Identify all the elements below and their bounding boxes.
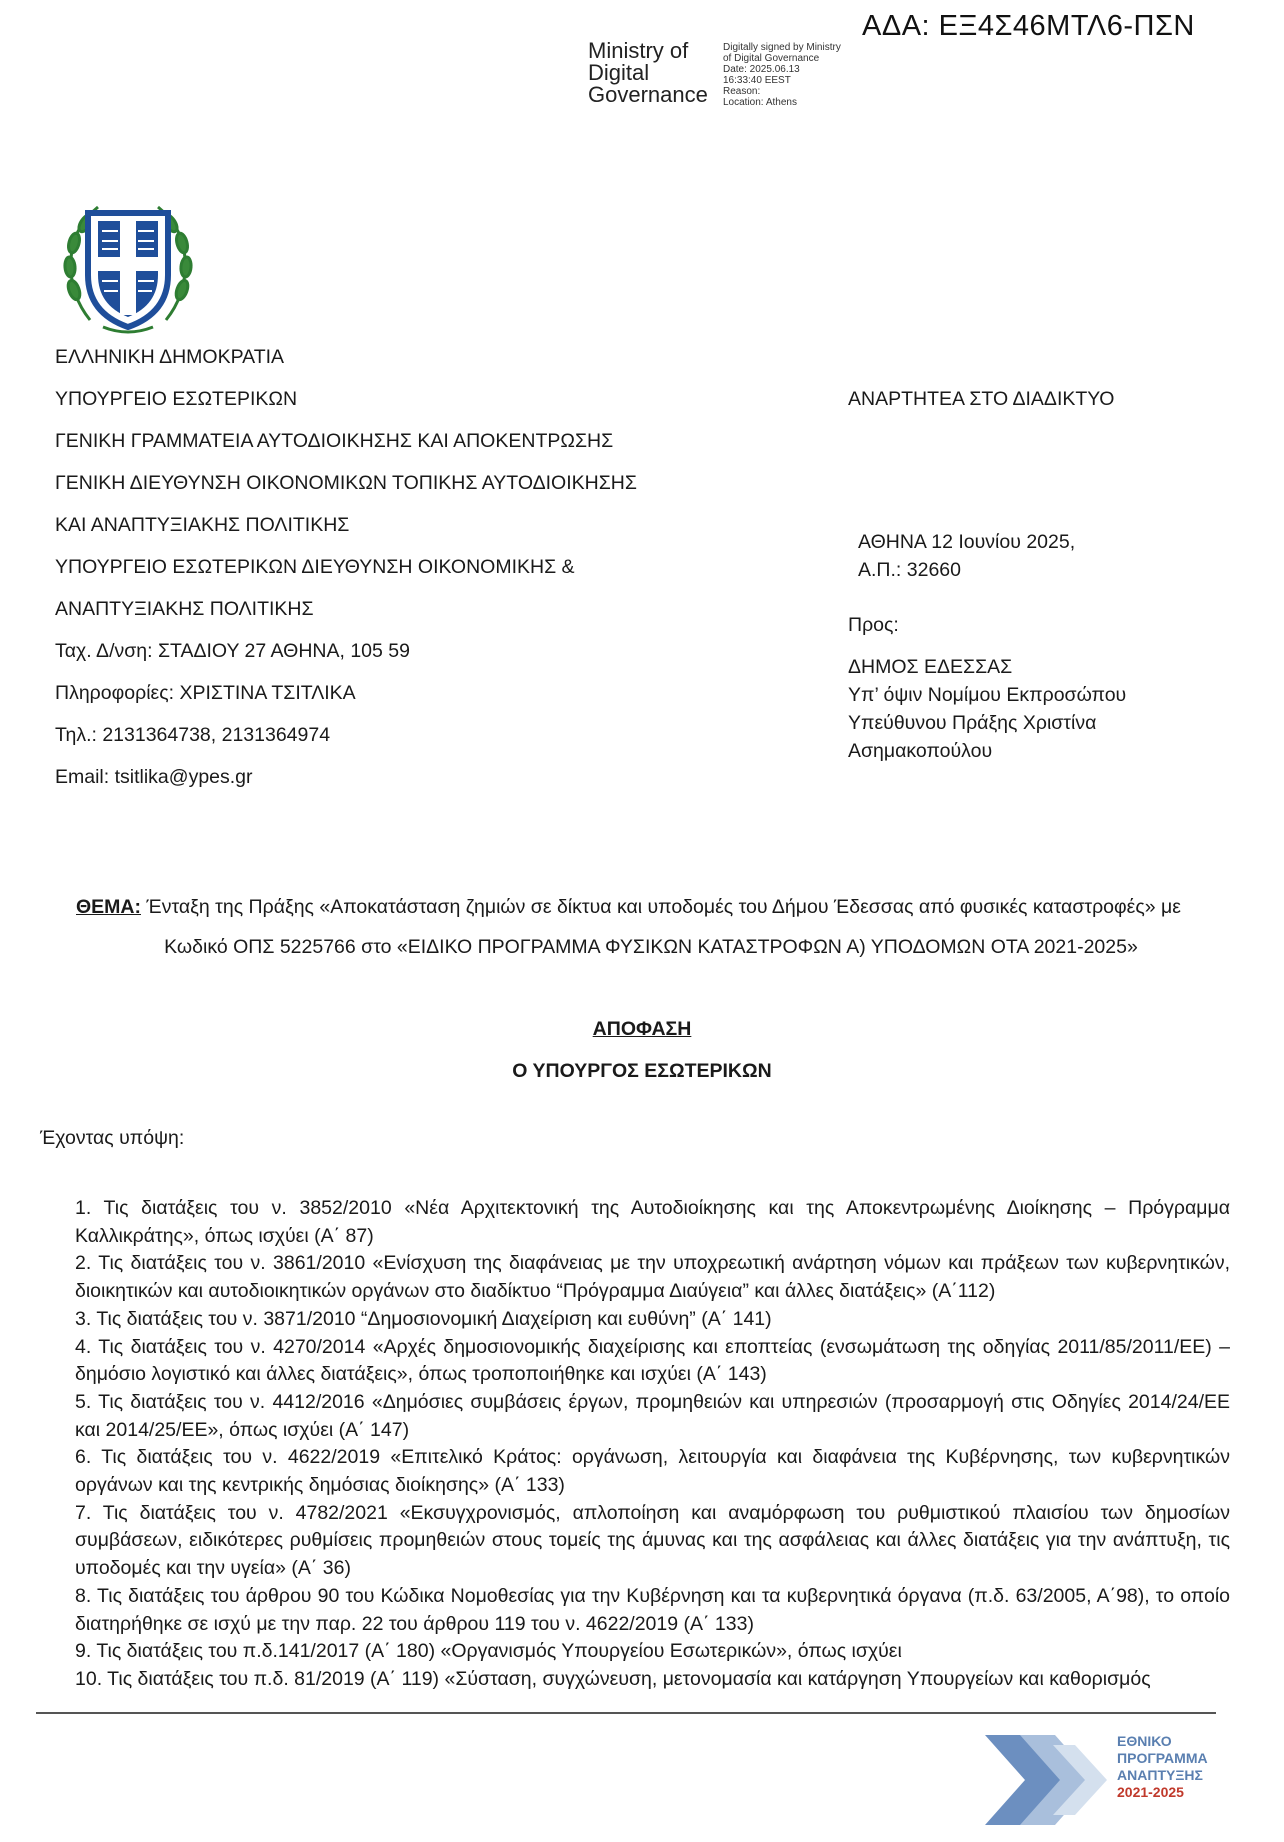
sender-address: Ταχ. Δ/νση: ΣΤΑΔΙΟΥ 27 ΑΘΗΝΑ, 105 59 [55, 640, 410, 662]
subject-label: ΘΕΜΑ: [76, 896, 141, 918]
decision-authority: Ο ΥΠΟΥΡΓΟΣ ΕΣΩΤΕΡΙΚΩΝ [512, 1060, 772, 1082]
signature-detail-line: Digitally signed by Ministry [723, 42, 841, 53]
document-date: ΑΘΗΝΑ 12 Ιουνίου 2025, [858, 531, 1076, 553]
logo-years: 2021-2025 [1117, 1784, 1184, 1800]
list-item: 4. Τις διατάξεις του ν. 4270/2014 «Αρχές δημοσιονομικής διαχείρισης και εποπτείας (ενσωμάτωση της οδηγίας 2011/85/2011/ΕΕ) – δημόσιο λογιστικό και άλλες διατάξεις», όπως τροποποιήθηκε και ισχύει (Α΄ 143) [75, 1335, 1230, 1386]
list-item: 9. Τις διατάξεις του π.δ.141/2017 (Α΄ 180) «Οργανισμός Υπουργείου Εσωτερικών», όπως ισχύει [75, 1640, 902, 1663]
sender-line: ΓΕΝΙΚΗ ΓΡΑΜΜΑΤΕΙΑ ΑΥΤΟΔΙΟΙΚΗΣΗΣ ΚΑΙ ΑΠΟΚΕΝΤΡΩΣΗΣ [55, 430, 614, 452]
list-item: 6. Τις διατάξεις του ν. 4622/2019 «Επιτελικό Κράτος: οργάνωση, λειτουργία και διαφάνεια της Κυβέρνησης, των κυβερνητικών οργάνων και της κεντρικής δημόσιας διοίκησης» (Α΄ 133) [75, 1446, 1230, 1497]
subject-text-line2: Κωδικό ΟΠΣ 5225766 στο «ΕΙΔΙΚΟ ΠΡΟΓΡΑΜΜΑ ΦΥΣΙΚΩΝ ΚΑΤΑΣΤΡΟΦΩΝ Α) ΥΠΟΔΟΜΩΝ ΟΤΑ 2021-2025» [164, 936, 1138, 958]
sender-line: ΓΕΝΙΚΗ ΔΙΕΥΘΥΝΣΗ ΟΙΚΟΝΟΜΙΚΩΝ ΤΟΠΙΚΗΣ ΑΥΤΟΔΙΟΙΚΗΣΗΣ [55, 472, 637, 494]
sender-line: ΥΠΟΥΡΓΕΙΟ ΕΣΩΤΕΡΙΚΩΝ [55, 388, 298, 410]
subject [76, 887, 1226, 967]
sender-line: ΑΝΑΠΤΥΞΙΑΚΗΣ ΠΟΛΙΤΙΚΗΣ [55, 598, 314, 620]
signer-name [588, 40, 708, 106]
recipient-line: Υπεύθυνου Πράξης Χριστίνα [848, 712, 1097, 734]
recipient-line: Ασημακοπούλου [848, 740, 993, 762]
decision-title: ΑΠΟΦΑΣΗ [592, 1018, 692, 1040]
list-item: 7. Τις διατάξεις του ν. 4782/2021 «Εκσυγχρονισμός, απλοποίηση και αναμόρφωση του ρυθμιστικού πλαισίου των δημοσίων συμβάσεων, ειδικότερες ρυθμίσεις προμηθειών στους τομείς της άμυνας και της ασφάλειας και άλλες διατάξεις για την ανάπτυξη, τις υποδομές και την υγεία» (Α΄ 36) [75, 1501, 1230, 1580]
to-label: Προς: [848, 614, 899, 636]
sender-line: ΚΑΙ ΑΝΑΠΤΥΞΙΑΚΗΣ ΠΟΛΙΤΙΚΗΣ [55, 514, 350, 536]
sender-line: ΥΠΟΥΡΓΕΙΟ ΕΣΩΤΕΡΙΚΩΝ ΔΙΕΥΘΥΝΣΗ ΟΙΚΟΝΟΜΙΚΗΣ & [55, 556, 575, 578]
recipient-line: Υπ’ όψιν Νομίμου Εκπροσώπου [848, 684, 1127, 706]
sender-phone: Τηλ.: 2131364738, 2131364974 [55, 724, 331, 746]
digital-signature [588, 40, 868, 110]
post-online-notice: ΑΝΑΡΤΗΤΕΑ ΣΤΟ ΔΙΑΔΙΚΤΥΟ [848, 388, 1115, 410]
signature-detail-line: Date: 2025.06.13 [723, 64, 800, 75]
protocol-number: Α.Π.: 32660 [858, 559, 961, 581]
list-item: 8. Τις διατάξεις του άρθρου 90 του Κώδικα Νομοθεσίας για την Κυβέρνηση και τα κυβερνητικά όργανα (π.δ. 63/2005, Α΄98), το οποίο διατηρήθηκε σε ισχύ με την παρ. 22 του άρθρου 119 του ν. 4622/2019 (Α΄ 133) [75, 1584, 1230, 1635]
list-item: 5. Τις διατάξεις του ν. 4412/2016 «Δημόσιες συμβάσεις έργων, προμηθειών και υπηρεσιών (προσαρμογή στις Οδηγίες 2014/24/ΕΕ και 2014/25/ΕΕ», όπως ισχύει (Α΄ 147) [75, 1390, 1230, 1441]
signer-line: Governance [588, 82, 708, 107]
logo-line: ΠΡΟΓΡΑΜΜΑ [1117, 1750, 1208, 1766]
recipient-line: ΔΗΜΟΣ ΕΔΕΣΣΑΣ [848, 656, 1013, 678]
legal-references-list [75, 1195, 1230, 1694]
list-item: 2. Τις διατάξεις του ν. 3861/2010 «Ενίσχυση της διαφάνειας με την υποχρεωτική ανάρτηση νόμων και πράξεων των κυβερνητικών, διοικητικών και αυτοδιοικητικών οργάνων στο διαδίκτυο “Πρόγραμμα Διαύγεια” και άλλες διατάξεις» (Α΄112) [75, 1252, 1230, 1303]
list-item: 3. Τις διατάξεις του ν. 3871/2010 “Δημοσιονομική Διαχείριση και ευθύνη” (Α΄ 141) [75, 1307, 772, 1330]
sender-info: Πληροφορίες: ΧΡΙΣΤΙΝΑ ΤΣΙΤΛΙΚΑ [55, 682, 356, 704]
signature-detail-line: Reason: [723, 86, 761, 97]
signature-detail-line: Location: Athens [723, 97, 797, 108]
signature-detail-line: of Digital Governance [723, 53, 820, 64]
sender-line: ΕΛΛΗΝΙΚΗ ΔΗΜΟΚΡΑΤΙΑ [55, 346, 285, 368]
chevron-logo-icon [985, 1725, 1115, 1835]
footer-divider [36, 1712, 1216, 1714]
subject-text: Ένταξη της Πράξης «Αποκατάσταση ζημιών σε δίκτυα και υποδομές του Δήμου Έδεσσας από φυσικές καταστροφές» με [141, 896, 1181, 918]
logo-line: ΕΘΝΙΚΟ [1117, 1733, 1172, 1749]
list-item: 1. Τις διατάξεις του ν. 3852/2010 «Νέα Αρχιτεκτονική της Αυτοδιοίκησης και της Αποκεντρωμένης Διοίκησης – Πρόγραμμα Καλλικράτης», όπως ισχύει (Α΄ 87) [75, 1197, 1230, 1247]
ada-code: ΑΔΑ: ΕΞ4Σ46ΜΤΛ6-ΠΣΝ [862, 10, 1195, 42]
greek-emblem-icon [58, 195, 198, 340]
signer-line: Digital [588, 60, 650, 85]
signature-details [723, 42, 841, 108]
signer-line: Ministry of [588, 38, 689, 63]
logo-line: ΑΝΑΠΤΥΞΗΣ [1117, 1767, 1203, 1783]
signature-detail-line: 16:33:40 EEST [723, 75, 791, 86]
sender-email: Email: tsitlika@ypes.gr [55, 766, 253, 788]
logo-text [1117, 1733, 1208, 1801]
considering-label: Έχοντας υπόψη: [40, 1127, 185, 1149]
list-item: 10. Τις διατάξεις του π.δ. 81/2019 (Α΄ 119) «Σύσταση, συγχώνευση, μετονομασία και κατάργηση Υπουργείων και καθορισμός [75, 1667, 1151, 1690]
national-development-program-logo [985, 1725, 1225, 1835]
